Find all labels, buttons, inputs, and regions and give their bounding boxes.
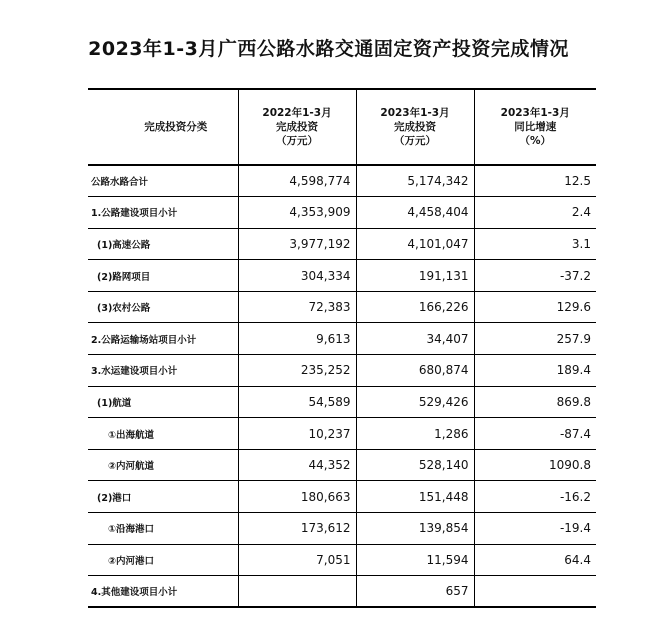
value-2023: 529,426 [356,386,474,418]
header-row [88,89,596,165]
row-label: ①沿海港口 [88,513,238,545]
row-label: 2.公路运输场站项目小计 [88,323,238,355]
value-2023: 528,140 [356,449,474,481]
value-2023: 5,174,342 [356,165,474,197]
table-row [88,228,596,260]
row-label: 4.其他建设项目小计 [88,576,238,608]
row-label: (1)航道 [88,386,238,418]
table-row [88,513,596,545]
value-2022: 304,334 [238,260,356,292]
value-2022: 4,353,909 [238,197,356,229]
row-label: (1)高速公路 [88,228,238,260]
value-2022: 3,977,192 [238,228,356,260]
header-2023-measure: 完成投资 [394,121,436,133]
growth-value [474,576,596,608]
page-title: 2023年1-3月广西公路水路交通固定资产投资完成情况 [88,38,569,60]
value-2022: 44,352 [238,449,356,481]
table-row [88,355,596,387]
value-2022: 235,252 [238,355,356,387]
growth-value: 64.4 [474,544,596,576]
growth-value: 1090.8 [474,449,596,481]
value-2022: 7,051 [238,544,356,576]
value-2023: 680,874 [356,355,474,387]
header-2022-period: 2022年1-3月 [262,107,332,119]
value-2023: 4,101,047 [356,228,474,260]
row-label: ①出海航道 [88,418,238,450]
row-label: (3)农村公路 [88,291,238,323]
value-2023: 191,131 [356,260,474,292]
row-label: 3.水运建设项目小计 [88,355,238,387]
investment-table [88,88,596,608]
row-label: ②内河港口 [88,544,238,576]
header-2023-period: 2023年1-3月 [380,107,450,119]
growth-value: -37.2 [474,260,596,292]
value-2023: 1,286 [356,418,474,450]
growth-value: 257.9 [474,323,596,355]
growth-value: 189.4 [474,355,596,387]
value-2022: 54,589 [238,386,356,418]
header-growth [474,89,596,165]
row-label: (2)港口 [88,481,238,513]
growth-value: -19.4 [474,513,596,545]
growth-value: -87.4 [474,418,596,450]
growth-value: 3.1 [474,228,596,260]
header-growth-measure: 同比增速 [514,121,557,133]
value-2022: 173,612 [238,513,356,545]
header-growth-unit: （%） [519,135,552,147]
value-2023: 151,448 [356,481,474,513]
table-row [88,449,596,481]
header-2023-unit: （万元） [394,135,436,147]
table-row [88,386,596,418]
table-row [88,481,596,513]
row-label: (2)路网项目 [88,260,238,292]
header-growth-period: 2023年1-3月 [500,107,570,119]
row-label: ②内河航道 [88,449,238,481]
growth-value: 869.8 [474,386,596,418]
value-2022 [238,576,356,608]
header-2022-unit: （万元） [276,135,318,147]
value-2022: 9,613 [238,323,356,355]
value-2022: 10,237 [238,418,356,450]
table-row [88,544,596,576]
table-row [88,197,596,229]
table-row [88,323,596,355]
table-row [88,260,596,292]
header-2022-measure: 完成投资 [276,121,318,133]
growth-value: 2.4 [474,197,596,229]
table-row [88,165,596,197]
value-2023: 657 [356,576,474,608]
row-label: 1.公路建设项目小计 [88,197,238,229]
header-2022 [238,89,356,165]
table-row [88,418,596,450]
header-category: 完成投资分类 [88,89,238,165]
value-2022: 72,383 [238,291,356,323]
table-row [88,291,596,323]
value-2023: 139,854 [356,513,474,545]
growth-value: 12.5 [474,165,596,197]
header-2023 [356,89,474,165]
value-2022: 4,598,774 [238,165,356,197]
value-2023: 166,226 [356,291,474,323]
growth-value: 129.6 [474,291,596,323]
row-label: 公路水路合计 [88,165,238,197]
growth-value: -16.2 [474,481,596,513]
value-2022: 180,663 [238,481,356,513]
table-row [88,576,596,608]
value-2023: 11,594 [356,544,474,576]
value-2023: 34,407 [356,323,474,355]
value-2023: 4,458,404 [356,197,474,229]
